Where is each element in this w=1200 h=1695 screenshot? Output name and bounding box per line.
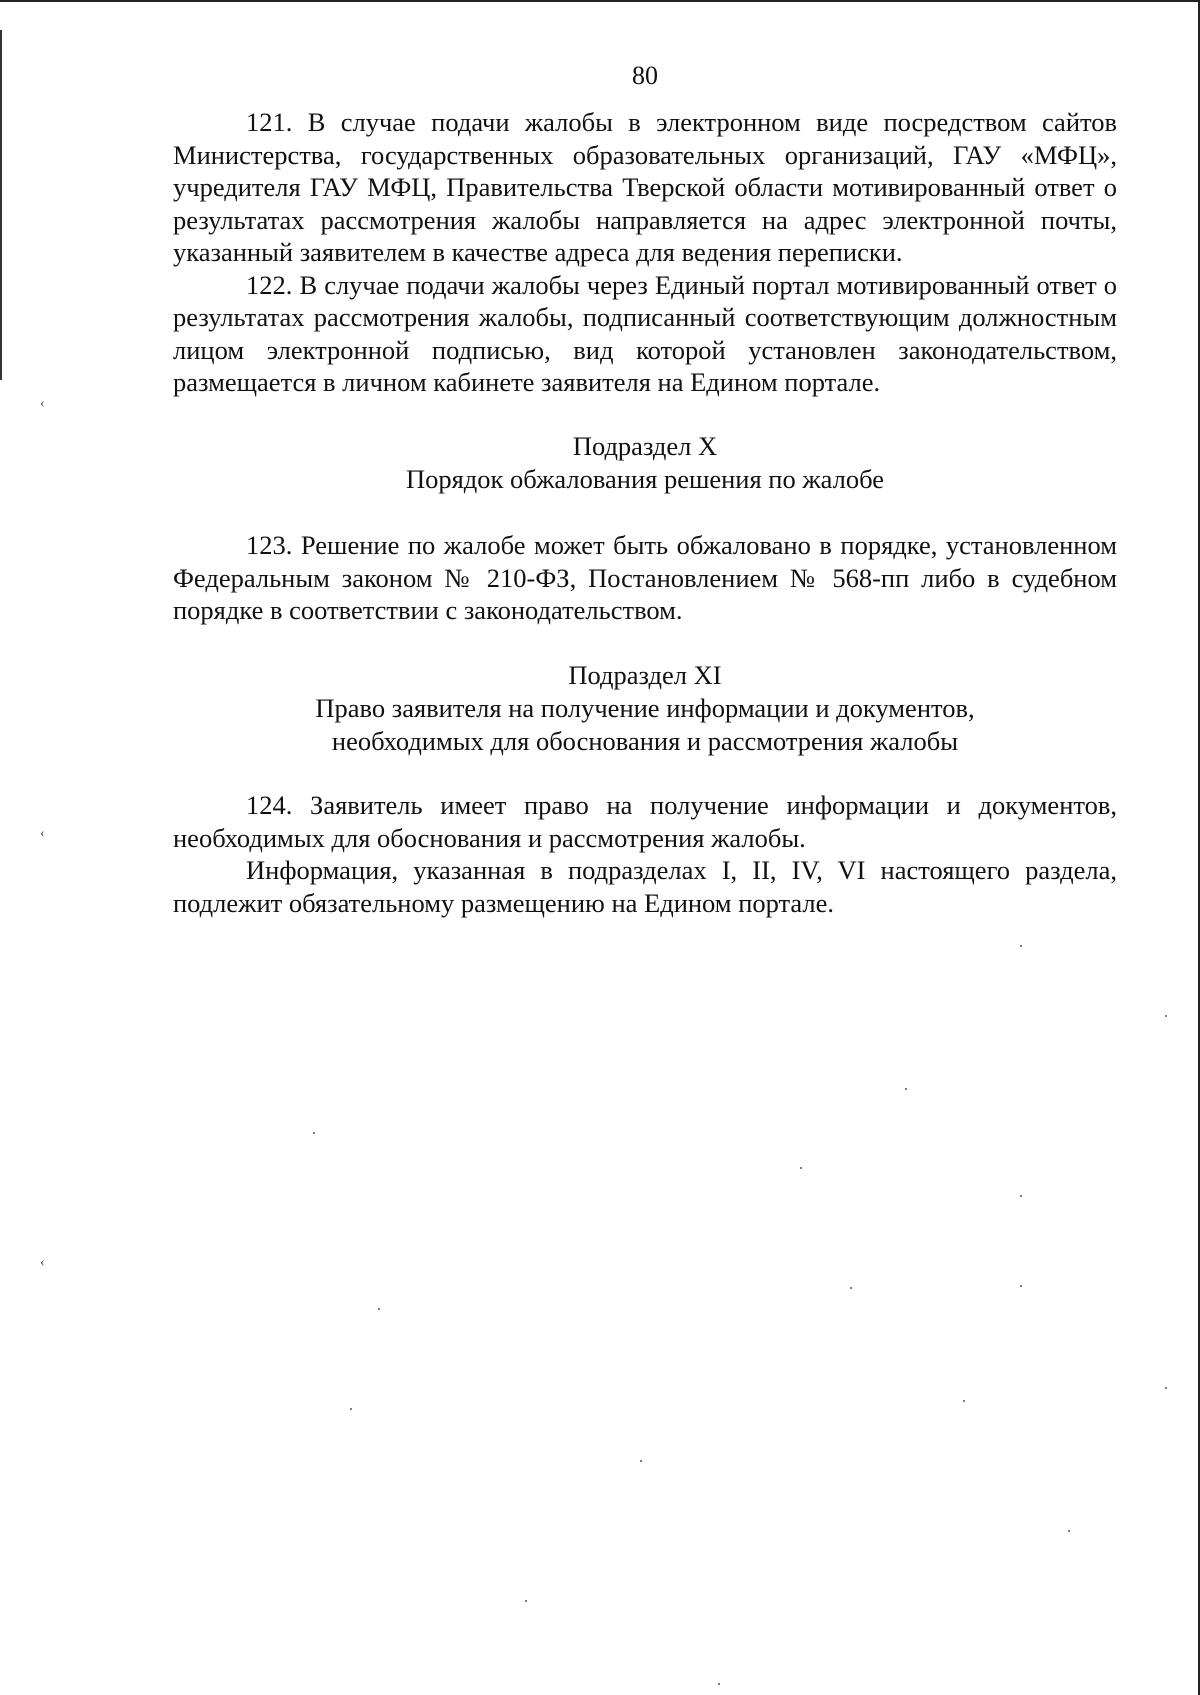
- scan-speck: [1165, 1387, 1167, 1389]
- scan-speck: [1165, 1015, 1167, 1017]
- scan-artifact-mark: ‹: [40, 826, 45, 841]
- scan-speck: [378, 1308, 380, 1310]
- paragraph-123: 123. Решение по жалобе может быть обжаловано в порядке, установленном Федеральным законом № 210-ФЗ, Постановлением № 568-пп либо в судебном порядке в соответствии с законодательством.: [173, 530, 1117, 625]
- scan-speck: [350, 1408, 352, 1410]
- scan-speck: [850, 1287, 852, 1289]
- subsection-x-heading: [173, 430, 1117, 496]
- paragraph-124: 124. Заявитель имеет право на получение информации и документов, необходимых для обоснования и рассмотрения жалобы.: [173, 790, 1117, 853]
- scan-speck: [1068, 1530, 1070, 1532]
- paragraph-121: 121. В случае подачи жалобы в электронном виде посредством сайтов Министерства, государственных образовательных организаций, ГАУ «МФЦ», учредителя ГАУ МФЦ, Правительства Тверской области мотивированный ответ о результатах рассмотрения жалобы направляется на адрес электронной почты, указанный заявителем в качестве адреса для ведения переписки.: [173, 107, 1117, 267]
- scan-speck: [525, 1600, 527, 1602]
- paragraph-124-info: Информация, указанная в подразделах I, II, IV, VI настоящего раздела, подлежит обязательному размещению на Едином портале.: [173, 855, 1117, 918]
- scan-speck: [905, 1088, 907, 1090]
- scan-artifact-mark: ‹: [40, 396, 45, 411]
- scan-speck: [800, 1167, 802, 1169]
- scan-speck: [1020, 1285, 1022, 1287]
- scan-speck: [1020, 1195, 1022, 1197]
- text-block-123: [173, 529, 1117, 627]
- text-block-124: [173, 789, 1117, 919]
- subsection-x-title: Порядок обжалования решения по жалобе: [405, 464, 885, 494]
- subsection-xi-title-line-2: необходимых для обоснования и рассмотрения жалобы: [331, 726, 959, 756]
- scan-speck: [963, 1400, 965, 1402]
- scan-artifact-mark: ‹: [40, 1255, 45, 1270]
- scan-speck: [313, 1132, 315, 1134]
- page-number: 80: [632, 61, 658, 90]
- scan-speck: [640, 1460, 642, 1462]
- subsection-x-label: Подраздел X: [572, 431, 718, 461]
- text-block-top: [173, 106, 1117, 399]
- scan-speck: [718, 1683, 720, 1685]
- subsection-xi-label: Подраздел XI: [568, 660, 722, 690]
- subsection-xi-title-line-1: Право заявителя на получение информации и документов,: [315, 693, 975, 723]
- paragraph-122: 122. В случае подачи жалобы через Единый портал мотивированный ответ о результатах рассмотрения жалобы, подписанный соответствующим должностным лицом электронной подписью, вид которой установлен законодательством, размещается в личном кабинете заявителя на Едином портале.: [173, 269, 1117, 397]
- scan-speck: [1020, 945, 1022, 947]
- scan-edge-top: [0, 0, 1200, 2]
- subsection-xi-heading: [173, 659, 1117, 758]
